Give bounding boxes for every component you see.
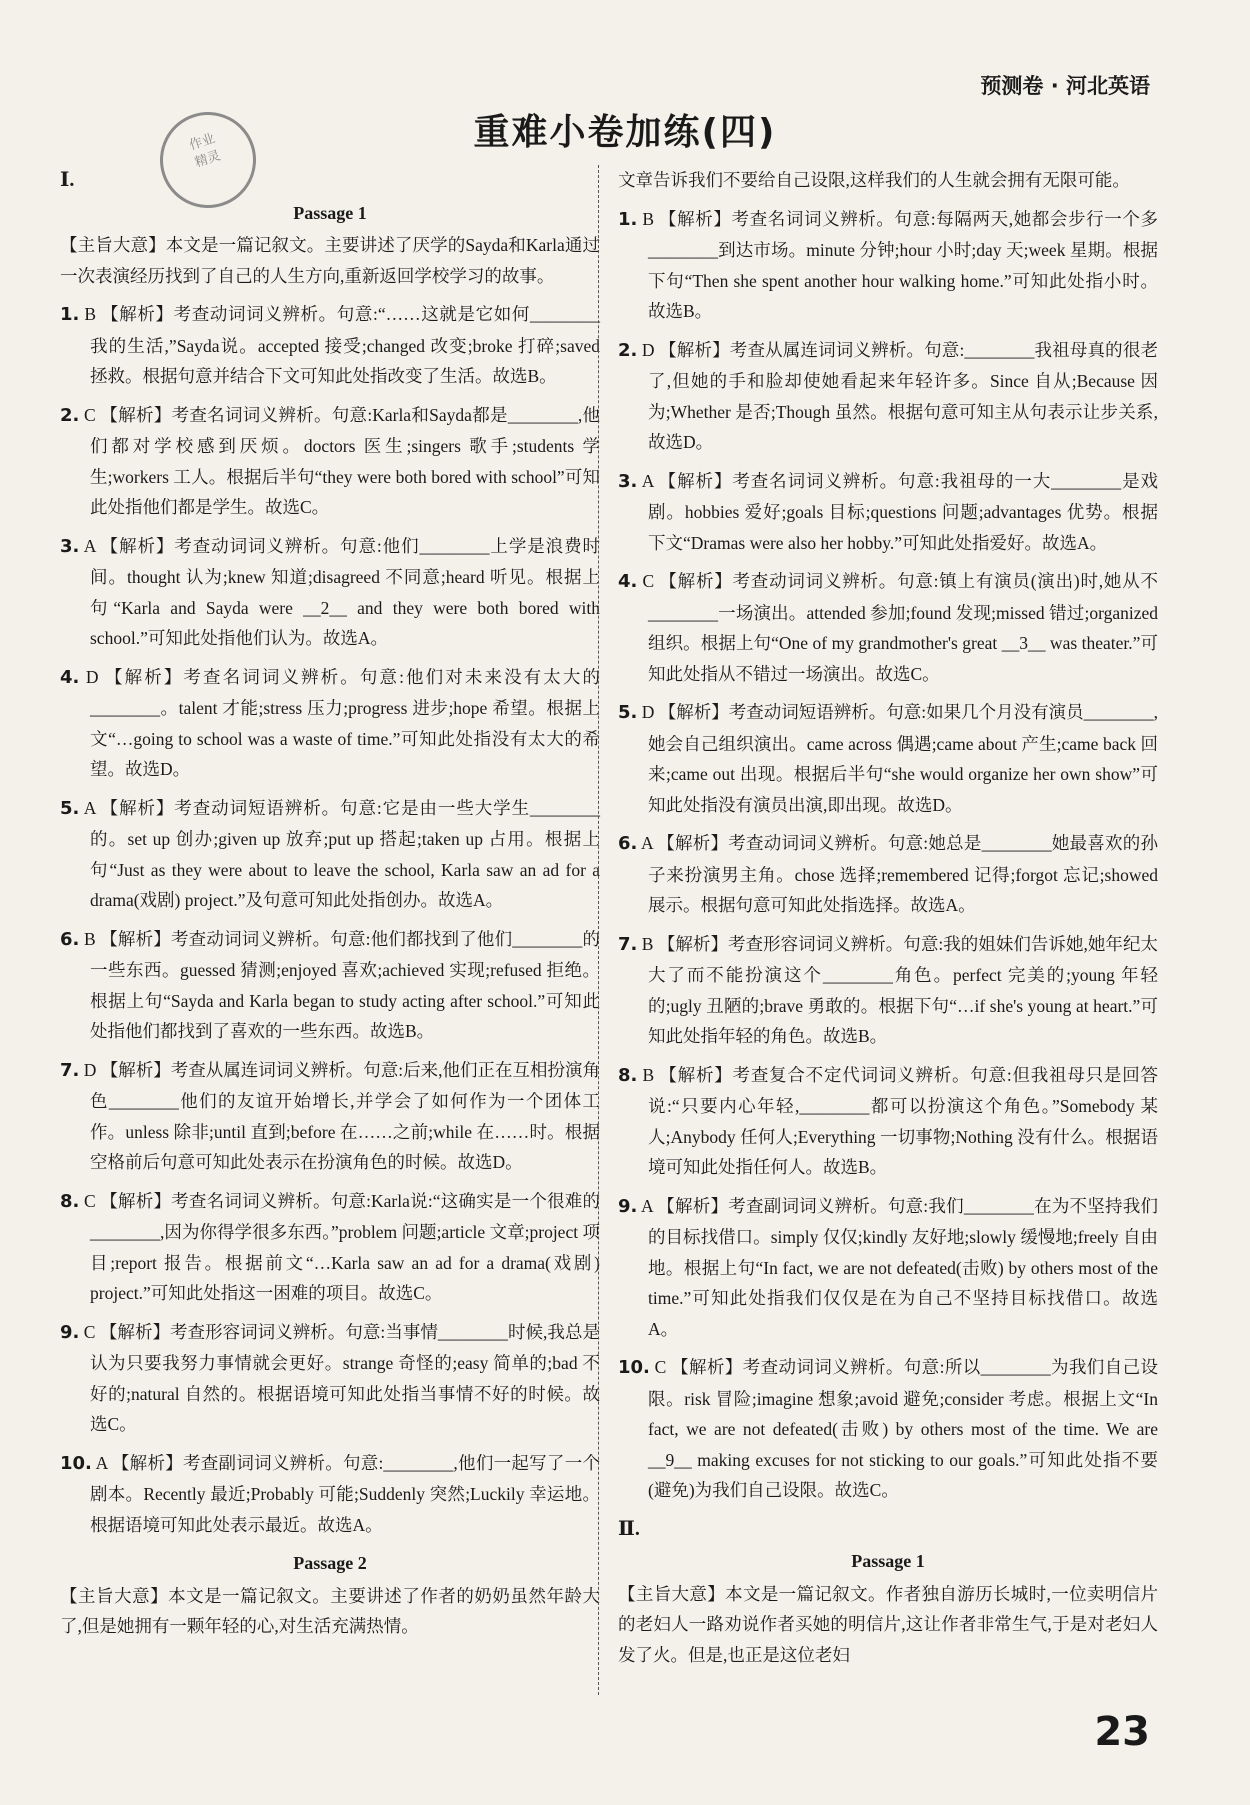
answer-list: [618, 204, 1158, 1506]
answer-number: 5.: [60, 797, 80, 819]
answer-number: 5.: [618, 702, 638, 723]
answer-text: B 【解析】考查动词词义辨析。句意:“……这就是它如何________我的生活,”Sayda说。accepted 接受;changed 改变;broke 打碎;saved 拯救。根据句意并结合下文可知此处指改变了生活。故选B。: [84, 304, 601, 386]
answer-number: 1.: [618, 208, 638, 230]
answer-text: C 【解析】考查动词词义辨析。句意:所以________为我们自己设限。risk 冒险;imagine 想象;avoid 避免;consider 考虑。根据上文“In fact, we are not defeated(击败) by others most of the time. We are __9__ making excuses for not sticking to our goals.”可知此处指不要(避免)为我们自己设限。故选C。: [648, 1357, 1158, 1500]
answer-item: [618, 335, 1158, 458]
answer-text: B 【解析】考查动词词义辨析。句意:他们都找到了他们________的一些东西。guessed 猜测;enjoyed 喜欢;achieved 实现;refused 拒绝。根据上句“Sayda and Karla began to study acting after school.”可知此处指他们都找到了喜欢的一些东西。故选B。: [83, 928, 600, 1041]
answer-text: A 【解析】考查动词词义辨析。句意:他们________上学是浪费时间。thought 认为;knew 知道;disagreed 不同意;heard 听见。根据上句“Karla and Sayda were __2__ and they were both bored with school.”可知此处指他们认为。故选A。: [83, 535, 600, 648]
answer-text: C 【解析】考查名词词义辨析。句意:Karla说:“这确实是一个很难的________,因为你得学很多东西。”problem 问题;article 文章;project 项目;report 报告。根据前文“…Karla saw an ad for a drama(戏剧) project.”可知此处指这一困难的项目。故选C。: [83, 1190, 601, 1303]
section-heading-1: Ⅰ.: [60, 169, 75, 191]
stamp-text: 作业 精灵: [187, 131, 223, 171]
answer-number: 4.: [618, 571, 638, 592]
answer-text: C 【解析】考查名词词义辨析。句意:Karla和Sayda都是________,他们都对学校感到厌烦。doctors 医生;singers 歌手;students 学生;workers 工人。根据后半句“they were both bored with school”可知此处指他们都是学生。故选C。: [84, 404, 600, 517]
answer-item: [618, 1191, 1158, 1345]
answer-item: [60, 1055, 600, 1178]
answer-item: [618, 697, 1158, 820]
answer-text: A 【解析】考查副词词义辨析。句意:________,他们一起写了一个剧本。Recently 最近;Probably 可能;Suddenly 突然;Luckily 幸运地。根据语境可知此处表示最近。故选A。: [90, 1452, 600, 1535]
column-divider: [598, 165, 599, 1695]
answer-text: B 【解析】考查名词词义辨析。句意:每隔两天,她都会步行一个多________到达市场。minute 分钟;hour 小时;day 天;week 星期。根据下句“Then she spent another hour walking home.”可知此处指小时。故选B。: [642, 208, 1158, 321]
answer-item: [60, 400, 600, 523]
answer-item: [618, 204, 1158, 327]
answer-item: [618, 1060, 1158, 1183]
answer-item: [60, 1317, 600, 1440]
answer-number: 1.: [60, 304, 80, 325]
answer-item: [618, 466, 1158, 559]
answer-item: [60, 924, 600, 1047]
answer-text: C 【解析】考查动词词义辨析。句意:镇上有演员(演出)时,她从不________一场演出。attended 参加;found 发现;missed 错过;organized 组织。根据上句“One of my grandmother's great __3__ was theater.”可知此处指从不错过一场演出。故选C。: [642, 571, 1158, 684]
answer-item: [60, 1448, 600, 1541]
section-heading-2: Ⅱ.: [618, 1517, 640, 1540]
passage-title: Passage 1: [293, 202, 367, 223]
passage-title: Passage 2: [293, 1553, 367, 1573]
summary-paragraph: 【主旨大意】本文是一篇记叙文。主要讲述了作者的奶奶虽然年龄大了,但是她拥有一颗年轻的心,对生活充满热情。: [60, 1585, 600, 1636]
answer-list: [60, 299, 600, 1540]
answer-text: A 【解析】考查名词词义辨析。句意:我祖母的一大________是戏剧。hobbies 爱好;goals 目标;questions 问题;advantages 优势。根据下文“Dramas were also her hobby.”可知此处指爱好。故选A。: [641, 470, 1158, 553]
answer-item: [60, 662, 600, 785]
answer-text: B 【解析】考查形容词词义辨析。句意:我的姐妹们告诉她,她年纪太大了而不能扮演这个________角色。perfect 完美的;young 年轻的;ugly 丑陋的;brave 勇敢的。根据下句“…if she's young at heart.”可知此处指年轻的角色。故选B。: [641, 933, 1158, 1046]
answer-number: 8.: [618, 1064, 638, 1086]
answer-item: [618, 1352, 1158, 1506]
answer-item: [60, 1186, 600, 1309]
answer-item: [618, 566, 1158, 689]
summary-paragraph: 【主旨大意】本文是一篇记叙文。作者独自游历长城时,一位卖明信片的老妇人一路劝说作者买她的明信片,这让作者非常生气,于是对老妇人发了火。但是,也正是这位老妇: [618, 1583, 1158, 1665]
answer-text: A 【解析】考查副词词义辨析。句意:我们________在为不坚持我们的目标找借口。simply 仅仅;kindly 友好地;slowly 缓慢地;freely 自由地。根据上句“In fact, we are not defeated(击败) by others most of the time.”可知此处指我们仅仅是在为自己不坚持目标找借口。故选A。: [641, 1195, 1158, 1339]
answer-text: D 【解析】考查动词短语辨析。句意:如果几个月没有演员________,她会自己组织演出。came across 偶遇;came about 产生;came back 回来;came out 出现。根据后半句“she would organize her own show”可知此处指没有演员出演,即出现。故选D。: [641, 702, 1158, 815]
answer-number: 7.: [60, 1059, 80, 1081]
answer-number: 9.: [618, 1195, 638, 1217]
answer-number: 10.: [618, 1357, 650, 1378]
answer-text: A 【解析】考查动词短语辨析。句意:它是由一些大学生________的。set up 创办;given up 放弃;put up 搭起;taken up 占用。根据上句“Just as they were about to leave the school, Karla saw an ad for a drama(戏剧) project.”及句意可知此处指创办。故选A。: [83, 797, 600, 910]
answer-number: 3.: [618, 470, 638, 492]
answer-item: [60, 793, 600, 916]
answer-number: 7.: [618, 933, 638, 955]
answer-item: [618, 929, 1158, 1052]
page-number: 23: [1094, 1709, 1150, 1755]
answer-number: 9.: [60, 1321, 80, 1343]
answer-text: A 【解析】考查动词词义辨析。句意:她总是________她最喜欢的孙子来扮演男主角。chose 选择;remembered 记得;forgot 忘记;showed 展示。根据句意可知此处指选择。故选A。: [641, 833, 1158, 915]
answer-text: C 【解析】考查形容词词义辨析。句意:当事情________时候,我总是认为只要我努力事情就会更好。strange 奇怪的;easy 简单的;bad 不好的;natural 自然的。根据语境可知此处指当事情不好的时候。故选C。: [83, 1321, 600, 1434]
answer-text: D 【解析】考查从属连词词义辨析。句意:________我祖母真的很老了,但她的手和脸却使她看起来年轻许多。Since 自从;Because 因为;Whether 是否;Though 虽然。根据句意可知主从句表示让步关系,故选D。: [641, 339, 1159, 452]
left-column: [60, 165, 600, 1650]
answer-item: [60, 299, 600, 392]
answer-number: 2.: [60, 404, 80, 426]
answer-text: D 【解析】考查名词词义辨析。句意:他们对未来没有太大的________。talent 才能;stress 压力;progress 进步;hope 希望。根据上文“…going to school was a waste of time.”可知此处指没有太大的希望。故选D。: [85, 666, 601, 779]
header-label: 预测卷 · 河北英语: [980, 74, 1150, 98]
answer-number: 6.: [618, 833, 638, 854]
right-column: [618, 165, 1158, 1678]
answer-text: B 【解析】考查复合不定代词词义辨析。句意:但我祖母只是回答说:“只要内心年轻,________都可以扮演这个角色。”Somebody 某人;Anybody 任何人;Everything 一切事物;Nothing 没有什么。根据语境可知此处指任何人。故选B。: [642, 1064, 1158, 1177]
passage-title: Passage 1: [851, 1551, 925, 1571]
answer-item: [618, 828, 1158, 921]
summary-paragraph-continued: 文章告诉我们不要给自己设限,这样我们的人生就会拥有无限可能。: [618, 170, 1130, 190]
answer-number: 4.: [60, 666, 80, 688]
answer-number: 3.: [60, 535, 80, 557]
answer-item: [60, 531, 600, 654]
answer-number: 8.: [60, 1190, 80, 1212]
answer-number: 10.: [60, 1452, 92, 1474]
summary-paragraph: 【主旨大意】本文是一篇记叙文。主要讲述了厌学的Sayda和Karla通过一次表演经历找到了自己的人生方向,重新返回学校学习的故事。: [60, 235, 600, 286]
page-title: 重难小卷加练(四): [473, 112, 777, 153]
answer-number: 2.: [618, 339, 638, 361]
answer-number: 6.: [60, 928, 80, 950]
answer-text: D 【解析】考查从属连词词义辨析。句意:后来,他们正在互相扮演角色________他们的友谊开始增长,并学会了如何作为一个团体工作。unless 除非;until 直到;before 在……之前;while 在……时。根据空格前后句意可知此处表示在扮演角色的时候。故选D。: [83, 1059, 600, 1172]
